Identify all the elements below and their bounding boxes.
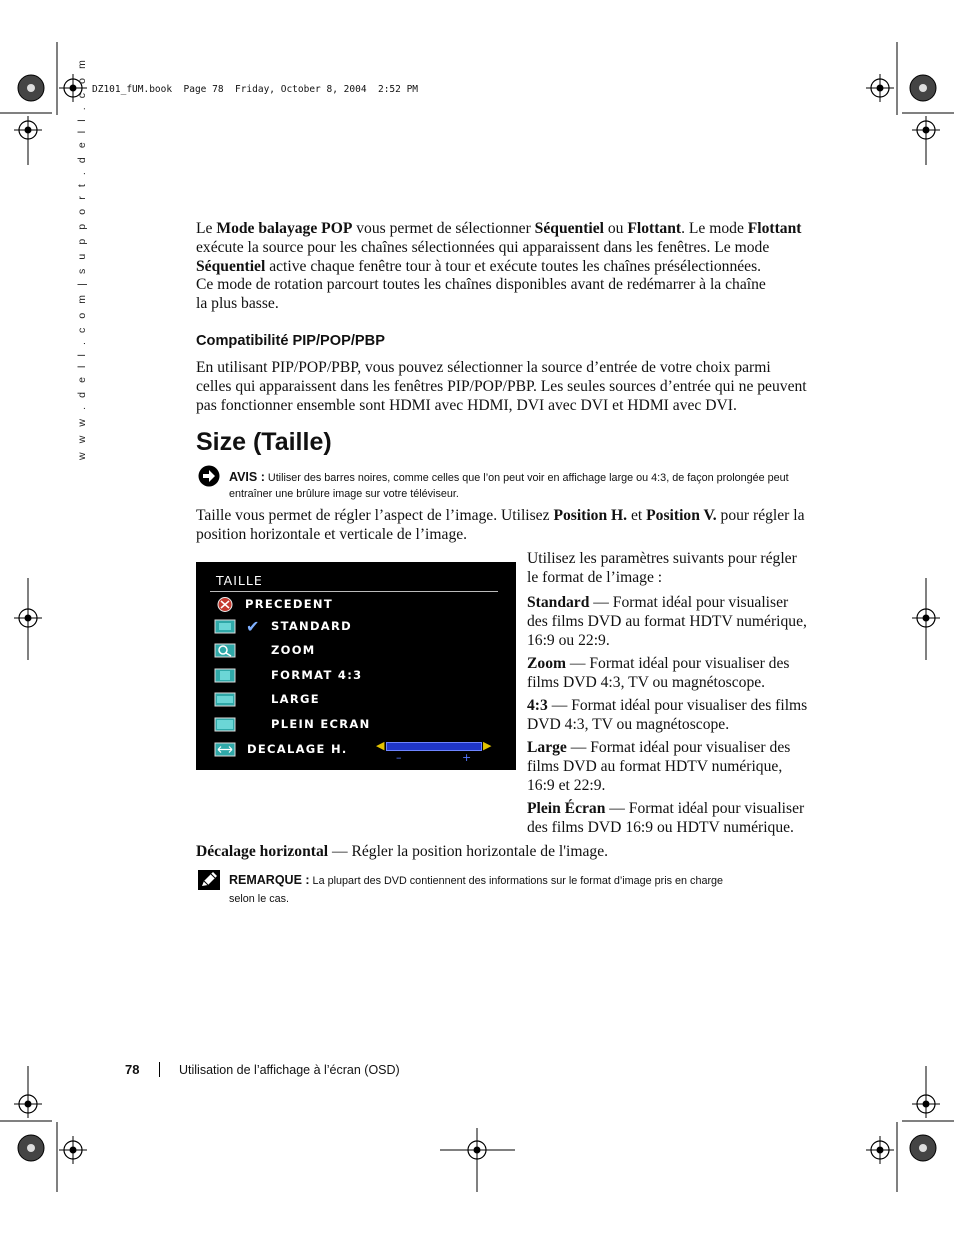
zoom-icon <box>214 643 236 658</box>
section-title: Size (Taille) <box>196 428 332 456</box>
slider-right-arrow-icon: ▶ <box>483 739 492 752</box>
osd-item-standard: ✔ STANDARD <box>196 617 516 637</box>
intro-paragraph: Le Mode balayage POP vous permet de sélectionner Séquentiel ou Flottant. Le mode Flottant exécute la source pour les chaînes sélectionnées qui apparaissent dans les fenêtres. Le mode Séquentiel active chaque fenêtre tour à tour et exécute toutes les chaînes présélectionnées. Ce mode de rotation parcourt toutes les chaînes disponibles avant de redémarrer à la chaîne la plus basse. <box>196 220 802 313</box>
slider-minus: – <box>396 751 402 764</box>
osd-item-format-43: FORMAT 4:3 <box>196 666 516 686</box>
footer-chapter-title: Utilisation de l’affichage à l’écran (OSD) <box>179 1063 400 1077</box>
notice-icon <box>198 465 220 487</box>
osd-item-large: LARGE <box>196 690 516 710</box>
remarque-label: REMARQUE : <box>229 873 310 887</box>
standard-format-icon <box>214 619 236 634</box>
footer-divider <box>159 1062 160 1077</box>
back-icon <box>214 597 236 612</box>
note-pencil-icon <box>198 870 220 890</box>
selected-check-icon: ✔ <box>246 617 260 636</box>
osd-divider <box>210 591 498 592</box>
osd-menu-screenshot <box>196 562 516 770</box>
print-slug: DZ101_fUM.book Page 78 Friday, October 8, 2004 2:52 PM <box>92 84 419 95</box>
page-number: 78 <box>125 1062 140 1077</box>
compat-paragraph: En utilisant PIP/POP/PBP, vous pouvez sélectionner la source d’entrée de votre choix parmi celles qui apparaissent dans les fenêtres PIP/POP/PBP. Les seules sources d’entrée qui ne peuvent pas fonctionner ensemble sont HDMI avec HDMI, DVI avec DVI et HDMI avec DVI. <box>196 359 807 414</box>
desc-large: Large — Format idéal pour visualiser des films DVD au format HDTV numérique, 16:9 et 22:9. <box>527 739 791 794</box>
desc-standard: Standard — Format idéal pour visualiser des films DVD au format HDTV numérique, 16:9 ou 22:9. <box>527 594 807 649</box>
side-url: w w w . d e l l . c o m | s u p p o r t . d e l l . c o m <box>76 57 88 460</box>
osd-item-precedent: PRECEDENT <box>196 595 516 615</box>
notice-text: AVIS : Utiliser des barres noires, comme celles que l’on peut voir en affichage large ou 4:3, de façon prolongée peut entraîner une brûlure image sur votre téléviseur. <box>229 470 789 500</box>
osd-title: TAILLE <box>216 573 263 588</box>
slider-left-arrow-icon: ◀ <box>376 739 385 752</box>
horizontal-shift-icon <box>214 742 236 757</box>
wide-format-icon <box>214 692 236 707</box>
osd-item-decalage-h: DECALAGE H. <box>196 740 516 760</box>
decalage-paragraph: Décalage horizontal — Régler la position horizontale de l'image. <box>196 843 609 860</box>
size-paragraph: Taille vous permet de régler l’aspect de l’image. Utilisez Position H. et Position V. pour régler la position horizontale et verticale de l’image. <box>196 507 805 543</box>
osd-item-zoom: ZOOM <box>196 641 516 661</box>
slider-plus: + <box>462 751 472 764</box>
desc-zoom: Zoom — Format idéal pour visualiser des films DVD 4:3, TV ou magnétoscope. <box>527 655 790 691</box>
notice-label: AVIS : <box>229 470 265 484</box>
format-43-icon <box>214 668 236 683</box>
full-screen-icon <box>214 717 236 732</box>
format-descriptions: Utilisez les paramètres suivants pour régler le format de l’image : <box>527 550 797 586</box>
desc-43: 4:3 — Format idéal pour visualiser des films DVD 4:3, TV ou magnétoscope. <box>527 697 808 733</box>
remarque-text: REMARQUE : La plupart des DVD contiennent des informations sur le format d’image pris en charge selon le cas. <box>229 873 724 905</box>
horizontal-shift-slider <box>386 742 482 751</box>
osd-item-plein-ecran: PLEIN ECRAN <box>196 715 516 735</box>
compat-heading: Compatibilité PIP/POP/PBP <box>196 333 385 349</box>
desc-plein-ecran: Plein Écran — Format idéal pour visualiser des films DVD 16:9 ou HDTV numérique. <box>527 800 805 836</box>
